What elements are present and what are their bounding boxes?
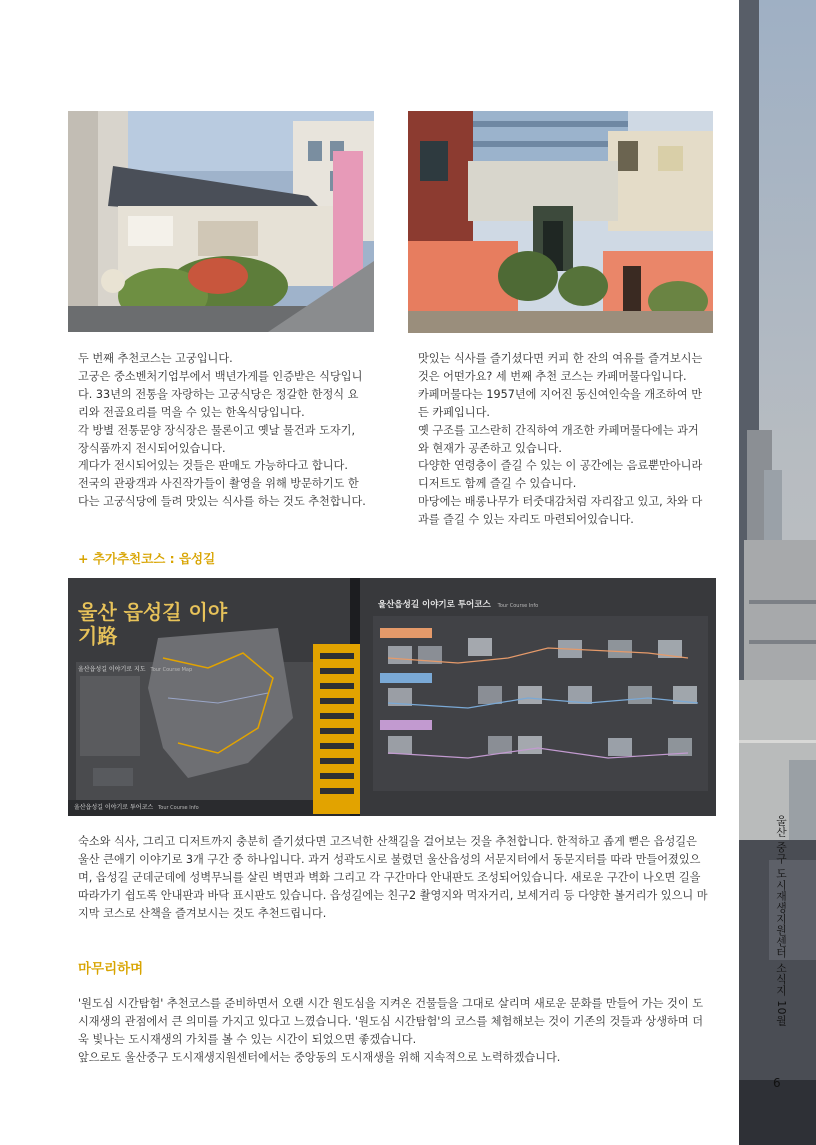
paragraph: 전국의 관광객과 사진작가들이 촬영을 위해 방문하기도 한다는 고궁식당에 들려 맛있는 식사를 하는 것도 추천합니다. xyxy=(78,477,366,509)
paragraph: 맛있는 식사를 즐기셨다면 커피 한 잔의 여유를 즐겨보시는 것은 어떤가요? 세 번째 추천 코스는 카페머물다입니다. xyxy=(418,352,703,383)
board-bottom-label xyxy=(74,802,199,811)
paragraph: 게다가 전시되어있는 것들은 판매도 가능하다고 합니다. xyxy=(78,459,348,473)
paragraph: 마당에는 배롱나무가 터줏대감처럼 자리잡고 있고, 차와 다과를 즐길 수 있는 자리도 마련되어있습니다. xyxy=(418,495,703,527)
paragraph: 다양한 연령층이 즐길 수 있는 이 공간에는 음료뿐만아니라 디저트도 함께 즐길 수 있습니다. xyxy=(418,459,703,491)
board-map-label-ko: 울산읍성길 이야기로 지도 xyxy=(78,666,146,673)
board-right-title xyxy=(378,598,538,610)
board-bottom-label-en: Tour Course Info xyxy=(158,805,199,811)
board-bottom-label-ko: 울산읍성길 이야기로 투어코스 xyxy=(74,804,154,811)
closing-description xyxy=(78,995,708,1067)
paragraph: 옛 구조를 고스란히 간직하여 개조한 카페머물다에는 과거와 현재가 공존하고 있습니다. xyxy=(418,423,699,455)
board-map-label xyxy=(78,664,192,673)
paragraph: '원도심 시간탐험' 추천코스를 준비하면서 오랜 시간 원도심을 지켜온 건물들을 그대로 살리며 새로운 문화를 만들어 가는 것이 도시재생의 관점에서 큰 의미를 가지고 있다고 느꼈습니다. '원도심 시간탐험'의 코스를 체험해보는 것이 기존의 것들과 상생하며 더욱 빛나는 도시재생의 가치를 볼 수 있는 시간이 되었으면 좋겠습니다. xyxy=(78,997,704,1046)
paragraph: 두 번째 추천코스는 고궁입니다. xyxy=(78,352,233,365)
extra-course-heading: + 추가추천코스 : 읍성길 xyxy=(78,551,216,566)
board-left-title: 울산 읍성길 이야기路 xyxy=(78,600,228,648)
board-right-title-ko: 울산읍성길 이야기로 투어코스 xyxy=(378,600,491,610)
page-number: 6 xyxy=(773,1076,781,1090)
signboard-photo xyxy=(68,578,716,816)
sidebar-title: 울산 중구 도시재생지원센터 소식지 10월 xyxy=(775,815,788,1027)
paragraph: 고궁은 중소벤처기업부에서 백년가게를 인증받은 식당입니다. 33년의 전통을 자랑하는 고궁식당은 정갈한 한정식 요리와 전골요리를 먹을 수 있는 한옥식당입니다. xyxy=(78,369,363,419)
closing-heading: 마무리하며 xyxy=(78,961,144,977)
cafe-photo xyxy=(408,111,713,333)
cafe-description xyxy=(418,350,706,529)
paragraph: 카페머물다는 1957년에 지어진 동신여인숙을 개조하여 만든 카페입니다. xyxy=(418,387,703,419)
gogung-description xyxy=(78,350,368,511)
board-right-title-en: Tour Course Info xyxy=(497,603,539,609)
paragraph: 각 방별 전통문양 장식장은 물론이고 옛날 물건과 도자기, 장식품까지 전시되어있습니다. xyxy=(78,423,356,455)
extra-course-description xyxy=(78,833,708,923)
restaurant-photo xyxy=(68,111,374,332)
paragraph: 앞으로도 울산중구 도시재생지원센터에서는 중앙동의 도시재생을 위해 지속적으로 노력하겠습니다. xyxy=(78,1050,561,1064)
board-map-label-en: Tour Course Map xyxy=(150,667,193,673)
paragraph: 숙소와 식사, 그리고 디저트까지 충분히 즐기셨다면 고즈넉한 산책길을 걸어보는 것을 추천합니다. 한적하고 좁게 뻗은 읍성길은 울산 큰애기 이야기로 3개 구간 중 하나입니다. 과거 성곽도시로 불렸던 울산읍성의 서문지터에서 동문지터를 따라 만들어졌있으며, 읍성길 군데군데에 성벽무늬를 살린 벽면과 벽화 그리고 각 구간마다 안내판도 조성되어있습니다. 새로운 구간이 나오면 길을 따라가기 쉽도록 안내판과 바닥 표시판도 있습니다. 읍성길에는 친구2 촬영지와 먹자거리, 보세거리 등 다양한 볼거리가 있으니 마지막 코스로 산책을 즐겨보시는 것도 추천드립니다. xyxy=(78,835,708,920)
